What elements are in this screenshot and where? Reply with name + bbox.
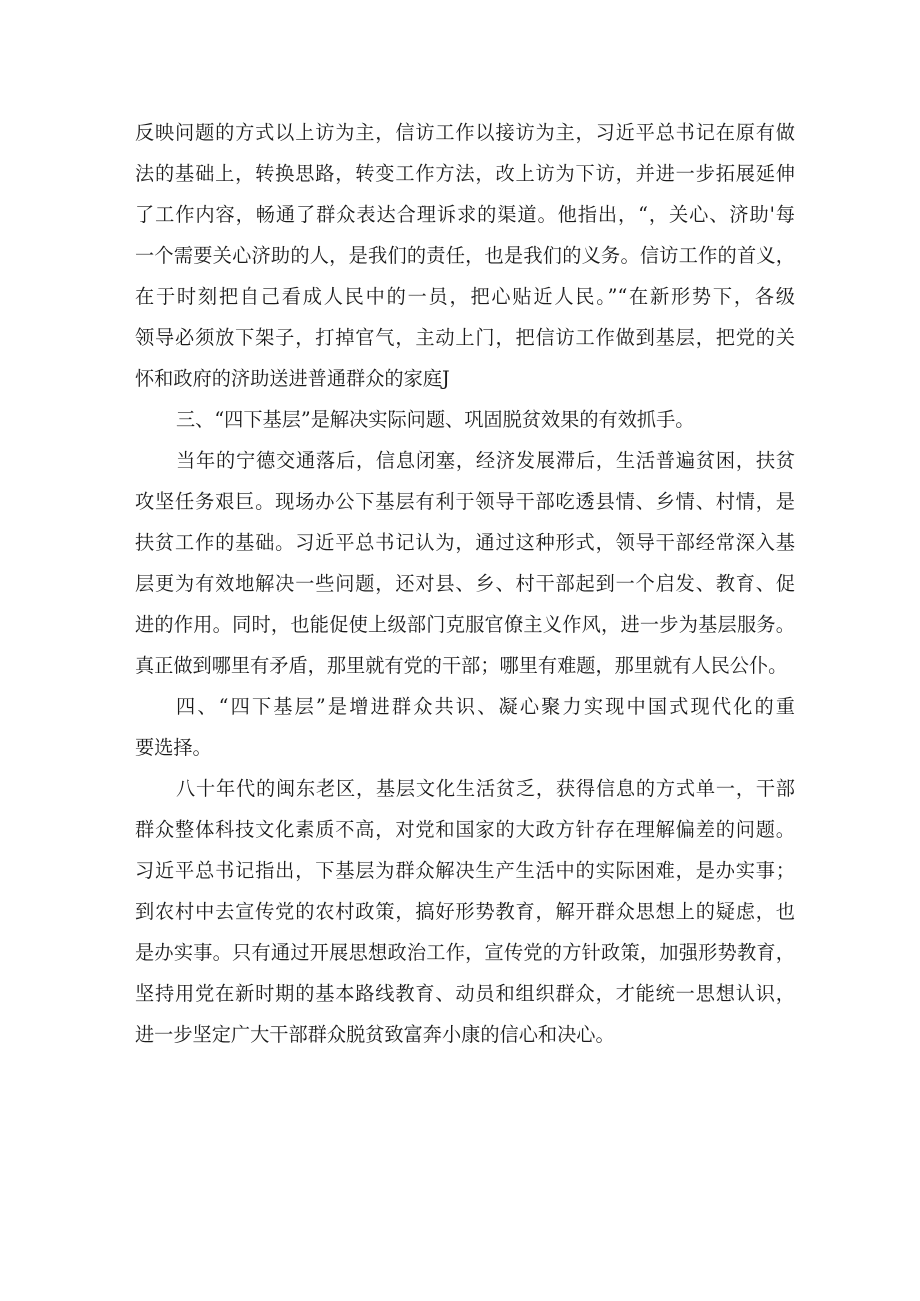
paragraph-line: 层更为有效地解决一些问题，还对县、乡、村干部起到一个启发、教育、促	[135, 572, 795, 595]
paragraph-line: 扶贫工作的基础。习近平总书记认为，通过这种形式，领导干部经常深入基	[135, 531, 795, 554]
paragraph-line: 真正做到哪里有矛盾，那里就有党的干部；哪里有难题，那里就有人民公仆。	[135, 654, 788, 677]
paragraph-line: 习近平总书记指出，下基层为群众解决生产生活中的实际困难，是办实事；	[135, 859, 795, 882]
paragraph-line: 法的基础上，转换思路，转变工作方法，改上访为下访，并进一步拓展延伸	[135, 162, 795, 185]
section-heading: 要选择。	[135, 736, 212, 759]
paragraph-line: 群众整体科技文化素质不高，对党和国家的大政方针存在理解偏差的问题。	[135, 818, 795, 841]
paragraph-line: 怀和政府的济助送进普通群众的家庭J	[135, 367, 450, 390]
section-heading: 三、“四下基层”是解决实际问题、巩固脱贫效果的有效抓手。	[176, 408, 695, 431]
paragraph-line: 当年的宁德交通落后，信息闭塞，经济发展滞后，生活普遍贫困，扶贫	[176, 449, 795, 472]
paragraph-line: 坚持用党在新时期的基本路线教育、动员和组织群众，才能统一思想认识，	[135, 982, 795, 1005]
paragraph-line: 一个需要关心济助的人，是我们的责任，也是我们的义务。信访工作的首义，	[135, 244, 795, 267]
section-heading: 四、“四下基层”是增进群众共识、凝心聚力实现中国式现代化的重	[176, 695, 795, 718]
paragraph-line: 攻坚任务艰巨。现场办公下基层有利于领导干部吃透县情、乡情、村情，是	[135, 490, 795, 513]
paragraph-line: 八十年代的闽东老区，基层文化生活贫乏，获得信息的方式单一，干部	[176, 777, 795, 800]
paragraph-line: 进的作用。同时，也能促使上级部门克服官僚主义作风，进一步为基层服务。	[135, 613, 795, 636]
paragraph-line: 到农村中去宣传党的农村政策，搞好形势教育，解开群众思想上的疑虑，也	[135, 900, 795, 923]
paragraph-line: 领导必须放下架子，打掉官气，主动上门，把信访工作做到基层，把党的关	[135, 326, 795, 349]
paragraph-line: 反映问题的方式以上访为主，信访工作以接访为主，习近平总书记在原有做	[135, 121, 795, 144]
paragraph-line: 在于时刻把自己看成人民中的一员，把心贴近人民。”“在新形势下，各级	[135, 285, 795, 308]
paragraph-line: 进一步坚定广大干部群众脱贫致富奔小康的信心和决心。	[135, 1023, 615, 1046]
paragraph-line: 是办实事。只有通过开展思想政治工作，宣传党的方针政策，加强形势教育，	[135, 941, 795, 964]
paragraph-line: 了工作内容，畅通了群众表达合理诉求的渠道。他指出，“，关心、济助'每	[135, 203, 795, 226]
